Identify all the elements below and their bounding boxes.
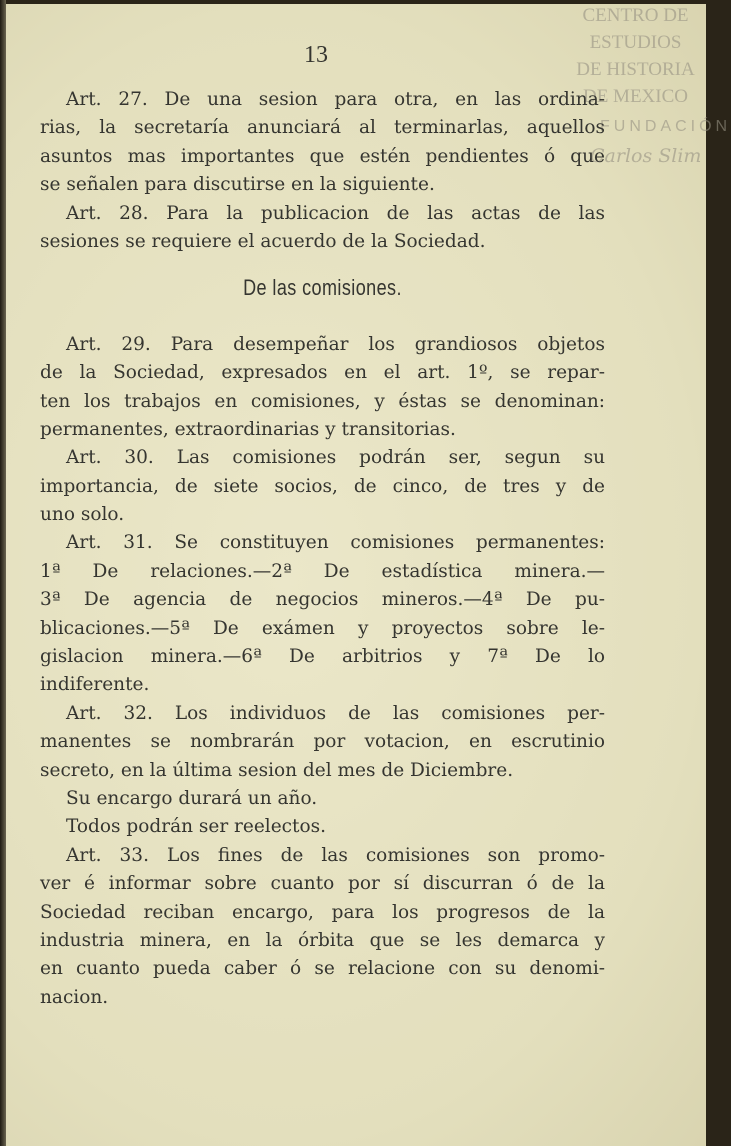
- book-page: [6, 4, 731, 1146]
- text-line: ver é informar sobre cuanto por sí discurran ó de la: [40, 873, 605, 895]
- text-line: Art. 27. De una sesion para otra, en las ordina-: [66, 89, 605, 110]
- text-line: permanentes, extraordinarias y transitorias.: [40, 418, 456, 440]
- text-line: Art. 31. Se constituyen comisiones permanentes:: [66, 532, 605, 554]
- text-line: industria minera, en la órbita que se les demarca y: [40, 929, 605, 951]
- paragraph: [40, 842, 605, 1012]
- text-line: Art. 29. Para desempeñar los grandiosos objetos: [66, 333, 605, 355]
- paragraph: [40, 444, 605, 529]
- watermark-signature: Carlos Slim: [590, 145, 702, 167]
- paragraph: [40, 200, 605, 257]
- text-line: nacion.: [40, 986, 109, 1008]
- paragraph: [40, 700, 605, 785]
- paragraph: [40, 813, 605, 841]
- text-line: importancia, de siete socios, de cinco, de tres y de: [40, 475, 605, 497]
- text-line: sesiones se requiere el acuerdo de la Sociedad.: [40, 230, 486, 252]
- watermark-line: DE HISTORIA: [576, 59, 695, 80]
- text-line: Art. 33. Los fines de las comisiones son promo-: [66, 844, 605, 866]
- watermark-line: ESTUDIOS: [589, 32, 682, 53]
- text-line: se señalen para discutirse en la siguiente.: [40, 174, 435, 196]
- text-line: asuntos mas importantes que estén pendientes ó que: [40, 145, 605, 167]
- text-line: Art. 28. Para la publicacion de las actas de las: [66, 202, 605, 224]
- watermark-foundation: FUNDACIÓN: [600, 118, 731, 135]
- text-line: Todos podrán ser reelectos.: [66, 816, 326, 838]
- text-line: gislacion minera.—6ª De arbitrios y 7ª De lo: [40, 646, 605, 668]
- text-line: Art. 32. Los individuos de las comisiones per-: [66, 702, 605, 724]
- text-line: manentes se nombrarán por votacion, en escrutinio: [40, 731, 605, 753]
- paragraph: [40, 529, 605, 699]
- paragraph: [40, 785, 605, 813]
- watermark-line: DE MEXICO: [582, 86, 689, 107]
- text-line: ten los trabajos en comisiones, y éstas se denominan:: [40, 390, 605, 412]
- section-heading: De las comisiones.: [243, 275, 402, 301]
- text-line: Su encargo durará un año.: [66, 788, 318, 809]
- text-line: rias, la secretaría anunciará al terminarlas, aquellos: [40, 117, 605, 139]
- text-line: en cuanto pueda caber ó se relacione con su denomi-: [40, 958, 605, 980]
- watermark-line: CENTRO DE: [582, 5, 689, 26]
- body-text: [40, 86, 605, 1012]
- text-line: Art. 30. Las comisiones podrán ser, segun su: [66, 447, 605, 469]
- page-number: 13: [304, 42, 328, 68]
- text-line: blicaciones.—5ª De exámen y proyectos sobre le-: [40, 617, 605, 639]
- text-line: 1ª De relaciones.—2ª De estadística minera.—: [40, 560, 605, 582]
- text-line: secreto, en la última sesion del mes de Diciembre.: [40, 759, 514, 781]
- text-line: Sociedad reciban encargo, para los progresos de la: [40, 901, 605, 923]
- paragraph: [40, 331, 605, 445]
- paragraph: [40, 86, 605, 200]
- text-line: indiferente.: [40, 674, 150, 696]
- text-line: de la Sociedad, expresados en el art. 1º, se repar-: [40, 362, 605, 384]
- text-line: 3ª De agencia de negocios mineros.—4ª De pu-: [40, 589, 605, 611]
- text-line: uno solo.: [40, 504, 125, 526]
